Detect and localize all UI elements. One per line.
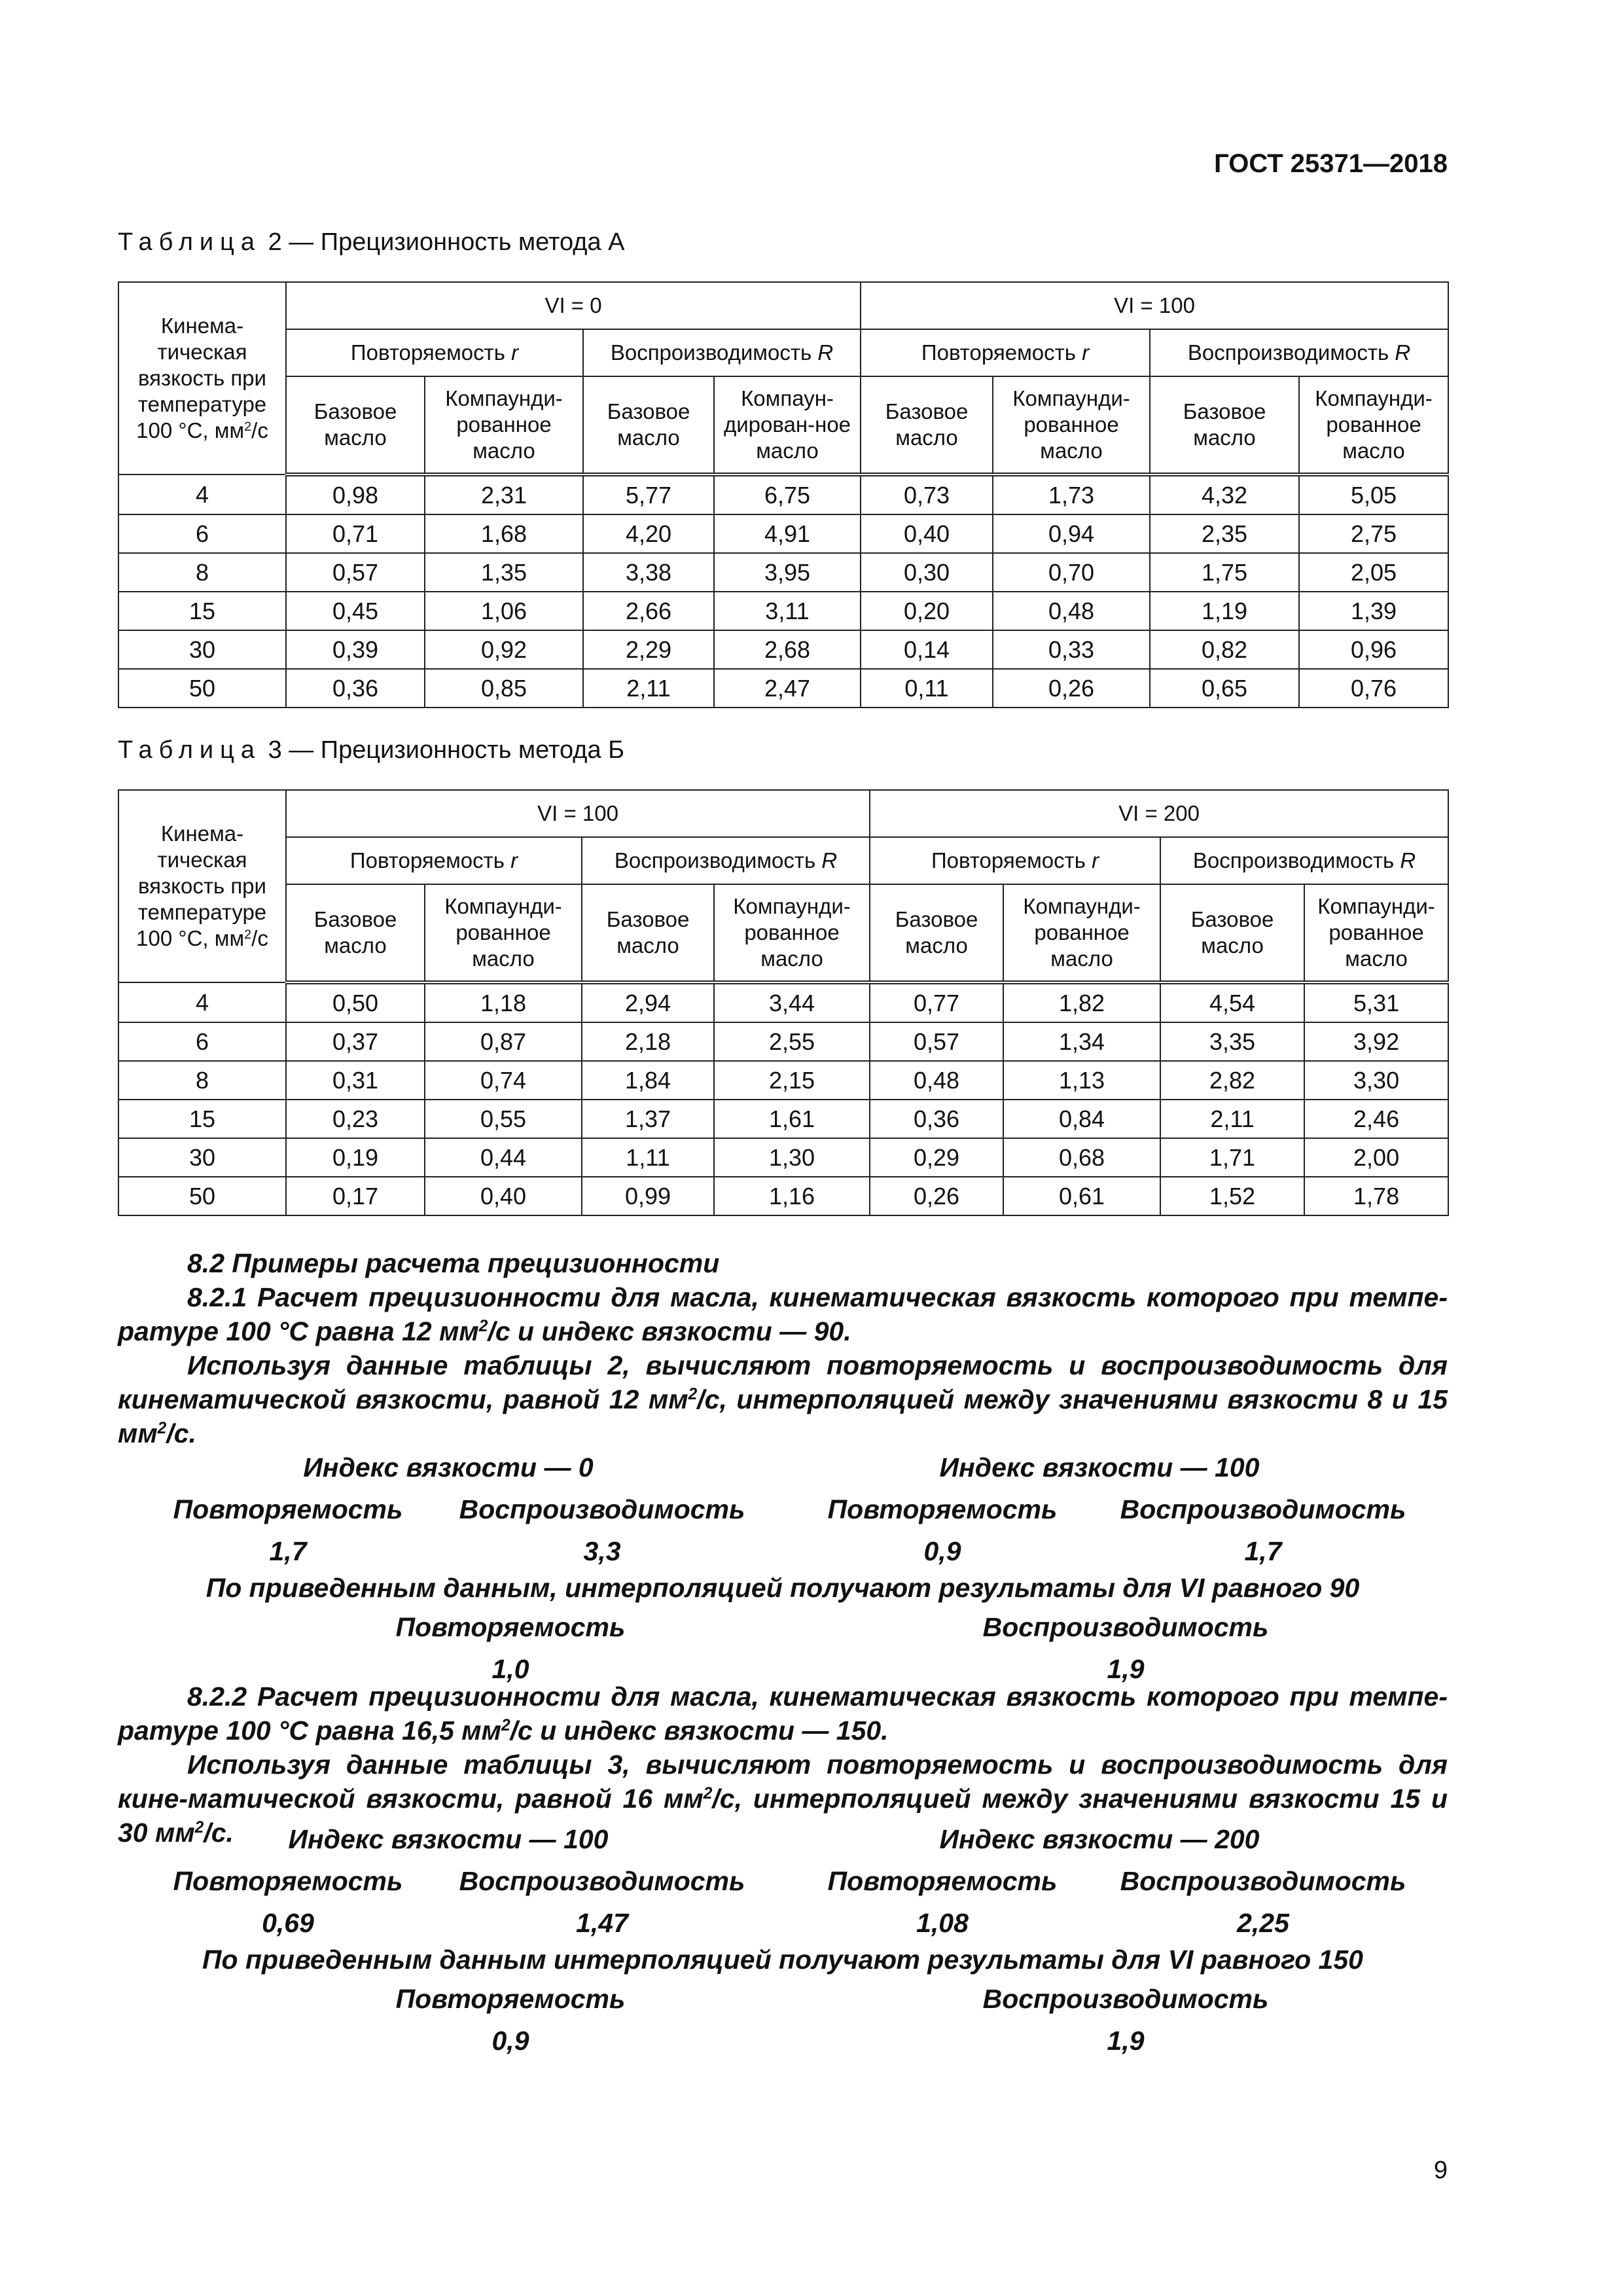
table3-value-cell: 0,26 — [870, 1177, 1003, 1215]
table2-caption-word: Таблица — [118, 228, 261, 256]
example1-value: 1,7 — [269, 1536, 307, 1566]
example1-result-text: По приведенным данным, интерполяцией получают результаты для VI равного 90 — [205, 1573, 1360, 1603]
table2-value-cell: 2,68 — [714, 630, 861, 669]
example1-value: 3,3 — [583, 1536, 621, 1566]
table3-value-cell: 0,23 — [286, 1100, 425, 1138]
example2-vi-b: Индекс вязкости — 200 — [939, 1824, 1260, 1854]
example2-result-label: Воспроизводимость — [982, 1984, 1269, 2014]
table3-value-cell: 2,46 — [1304, 1100, 1448, 1138]
table3-viscosity-cell: 4 — [118, 982, 286, 1022]
table2-value-cell: 0,85 — [425, 669, 583, 708]
table3-value-cell: 3,30 — [1304, 1061, 1448, 1100]
table2-value-cell: 0,98 — [286, 475, 425, 514]
example1-result-label: Воспроизводимость — [982, 1612, 1269, 1642]
table2-row — [118, 514, 1448, 553]
table2-sub-label: Компаун-дирован-ное масло — [714, 376, 861, 475]
table3-value-cell: 0,44 — [425, 1138, 582, 1177]
example2-label: Повторяемость — [173, 1866, 403, 1896]
table3-repeat-right: Повторяемость r — [870, 837, 1160, 884]
table3-sub-label: Компаунди-рованное масло — [1304, 884, 1448, 982]
table3-value-cell: 2,94 — [582, 982, 714, 1022]
example2-result-text: По приведенным данным интерполяцией получают результаты для VI равного 150 — [202, 1945, 1363, 1975]
table2-value-cell: 2,47 — [714, 669, 861, 708]
table2-value-cell: 0,96 — [1299, 630, 1448, 669]
table3-value-cell: 1,37 — [582, 1100, 714, 1138]
table2 — [118, 281, 1449, 708]
table2-value-cell: 0,48 — [993, 592, 1150, 630]
table2-value-cell: 3,95 — [714, 553, 861, 592]
table3 — [118, 789, 1449, 1216]
table2-sub-label: Базовое масло — [583, 376, 714, 475]
paragraph-table2-usage: Используя данные таблицы 2, вычисляют повторяемость и воспроизводимость для кинематической вязкости, равной 12 $мм^2/с$, интерполяцией между значениями вязкости 8 и 15 $мм^2/с$. — [118, 1350, 1448, 1448]
example1-label: Воспроизводимость — [459, 1494, 745, 1524]
table3-repeat-left: Повторяемость r — [286, 837, 582, 884]
page-number: 9 — [1433, 2157, 1448, 2184]
table2-vi-right: VI = 100 — [861, 282, 1448, 329]
table3-value-cell: 0,87 — [425, 1022, 582, 1061]
table3-value-cell: 0,50 — [286, 982, 425, 1022]
table2-value-cell: 4,32 — [1150, 475, 1299, 514]
table3-sub-label: Компаунди-рованное масло — [714, 884, 870, 982]
table3-sub-label: Базовое масло — [1160, 884, 1304, 982]
table2-col0-header: Кинема-тическая вязкость при температуре 100 °С, $мм^2/с$ — [118, 282, 286, 475]
table3-value-cell: 2,00 — [1304, 1138, 1448, 1177]
table3-value-cell: 1,34 — [1003, 1022, 1160, 1061]
table2-viscosity-cell: 30 — [118, 630, 286, 669]
table3-value-cell: 2,15 — [714, 1061, 870, 1100]
table3-value-cell: 0,36 — [870, 1100, 1003, 1138]
table2-row — [118, 553, 1448, 592]
table2-reprod-right: Воспроизводимость R — [1150, 329, 1448, 376]
table2-value-cell: 2,05 — [1299, 553, 1448, 592]
table2-value-cell: 0,70 — [993, 553, 1150, 592]
table3-value-cell: 0,74 — [425, 1061, 582, 1100]
table2-value-cell: 0,11 — [861, 669, 993, 708]
table3-value-cell: 0,68 — [1003, 1138, 1160, 1177]
table2-value-cell: 1,75 — [1150, 553, 1299, 592]
table2-row — [118, 592, 1448, 630]
table2-value-cell: 0,33 — [993, 630, 1150, 669]
table2-value-cell: 4,91 — [714, 514, 861, 553]
paragraph-table3-usage: Используя данные таблицы 3, вычисляют повторяемость и воспроизводимость для кине-матической вязкости, равной 16 $мм^2/с$, интерполяцией между значениями вязкости 15 и 30 $мм^2/с$. — [118, 1749, 1448, 1848]
table2-value-cell: 1,68 — [425, 514, 583, 553]
table2-value-cell: 0,26 — [993, 669, 1150, 708]
table3-row — [118, 1022, 1448, 1061]
table2-value-cell: 3,38 — [583, 553, 714, 592]
example1-value: 0,9 — [923, 1536, 961, 1566]
table3-value-cell: 0,99 — [582, 1177, 714, 1215]
table2-subheader-row — [118, 376, 1448, 475]
table3-value-cell: 0,17 — [286, 1177, 425, 1215]
table2-value-cell: 1,19 — [1150, 592, 1299, 630]
table3-value-cell: 2,11 — [1160, 1100, 1304, 1138]
table2-value-cell: 2,35 — [1150, 514, 1299, 553]
table3-value-cell: 2,55 — [714, 1022, 870, 1061]
table3-value-cell: 4,54 — [1160, 982, 1304, 1022]
table2-value-cell: 0,82 — [1150, 630, 1299, 669]
table2-value-cell: 3,11 — [714, 592, 861, 630]
table2-sub-label: Базовое масло — [1150, 376, 1299, 475]
table3-value-cell: 3,44 — [714, 982, 870, 1022]
table2-value-cell: 0,65 — [1150, 669, 1299, 708]
table2-value-cell: 0,36 — [286, 669, 425, 708]
table2-row — [118, 669, 1448, 708]
table3-sub-label: Базовое масло — [582, 884, 714, 982]
example-2 — [118, 1820, 1448, 2094]
table2-value-cell: 5,77 — [583, 475, 714, 514]
table3-viscosity-cell: 30 — [118, 1138, 286, 1177]
example1-result-label: Повторяемость — [395, 1612, 626, 1642]
table3-col0-header: Кинема-тическая вязкость при температуре 100 °С, $мм^2/с$ — [118, 790, 286, 982]
table3-value-cell: 0,40 — [425, 1177, 582, 1215]
document-code: ГОСТ 25371—2018 — [1214, 149, 1448, 178]
table2-row — [118, 630, 1448, 669]
table3-value-cell: 3,92 — [1304, 1022, 1448, 1061]
example2-result-label: Повторяемость — [395, 1984, 626, 2014]
table3-value-cell: 3,35 — [1160, 1022, 1304, 1061]
table2-value-cell: 2,75 — [1299, 514, 1448, 553]
table3-value-cell: 5,31 — [1304, 982, 1448, 1022]
table3-sub-label: Базовое масло — [286, 884, 425, 982]
table2-value-cell: 1,39 — [1299, 592, 1448, 630]
table3-value-cell: 1,78 — [1304, 1177, 1448, 1215]
example2-result-value: 0,9 — [491, 2026, 529, 2056]
table2-value-cell: 0,94 — [993, 514, 1150, 553]
table3-value-cell: 1,13 — [1003, 1061, 1160, 1100]
table2-sub-label: Компаунди-рованное масло — [1299, 376, 1448, 475]
table3-value-cell: 0,48 — [870, 1061, 1003, 1100]
table2-caption-title: 2 — Прецизионность метода А — [268, 228, 625, 256]
example1-result-value: 1,9 — [1107, 1654, 1145, 1684]
table3-value-cell: 1,16 — [714, 1177, 870, 1215]
table2-viscosity-cell: 6 — [118, 514, 286, 553]
table3-value-cell: 1,11 — [582, 1138, 714, 1177]
table2-value-cell: 1,35 — [425, 553, 583, 592]
example1-label: Повторяемость — [827, 1494, 1058, 1524]
example2-vi-a: Индекс вязкости — 100 — [288, 1824, 609, 1854]
table3-sub-label: Компаунди-рованное масло — [425, 884, 582, 982]
table3-value-cell: 0,29 — [870, 1138, 1003, 1177]
table2-viscosity-cell: 4 — [118, 475, 286, 514]
section-heading: 8.2 Примеры расчета прецизионности — [187, 1248, 720, 1278]
table3-viscosity-cell: 50 — [118, 1177, 286, 1215]
example2-value: 2,25 — [1237, 1908, 1289, 1938]
table2-value-cell: 2,31 — [425, 475, 583, 514]
table3-value-cell: 0,31 — [286, 1061, 425, 1100]
table3-value-cell: 0,55 — [425, 1100, 582, 1138]
table3-row — [118, 982, 1448, 1022]
example2-value: 0,69 — [262, 1908, 314, 1938]
table2-value-cell: 0,14 — [861, 630, 993, 669]
table2-value-cell: 0,30 — [861, 553, 993, 592]
table3-row — [118, 1061, 1448, 1100]
table2-viscosity-cell: 8 — [118, 553, 286, 592]
table3-reprod-left: Воспроизводимость R — [582, 837, 870, 884]
table2-value-cell: 0,40 — [861, 514, 993, 553]
table3-value-cell: 0,77 — [870, 982, 1003, 1022]
table2-sub-label: Компаунди-рованное масло — [425, 376, 583, 475]
table2-row — [118, 475, 1448, 514]
table2-value-cell: 0,45 — [286, 592, 425, 630]
table2-value-cell: 2,11 — [583, 669, 714, 708]
table2-value-cell: 5,05 — [1299, 475, 1448, 514]
paragraph-8-2-2: 8.2.2 Расчет прецизионности для масла, кинематическая вязкость которого при темпе-ратуре 100 °С равна 16,5 $мм^2/с$ и индекс вязкости — 150. — [118, 1681, 1448, 1746]
table3-caption — [118, 732, 624, 768]
table3-sub-label: Базовое масло — [870, 884, 1003, 982]
table2-value-cell: 1,06 — [425, 592, 583, 630]
table3-sub-label: Компаунди-рованное масло — [1003, 884, 1160, 982]
table2-caption — [118, 224, 625, 260]
example1-result-value: 1,0 — [491, 1654, 529, 1684]
example1-value: 1,7 — [1244, 1536, 1282, 1566]
table3-value-cell: 0,84 — [1003, 1100, 1160, 1138]
table3-value-cell: 1,18 — [425, 982, 582, 1022]
table3-value-cell: 1,82 — [1003, 982, 1160, 1022]
table2-viscosity-cell: 15 — [118, 592, 286, 630]
example2-label: Воспроизводимость — [1120, 1866, 1406, 1896]
table3-vi-left: VI = 100 — [286, 790, 870, 837]
table3-value-cell: 1,30 — [714, 1138, 870, 1177]
example2-value: 1,08 — [916, 1908, 969, 1938]
table3-value-cell: 0,57 — [870, 1022, 1003, 1061]
table2-value-cell: 0,92 — [425, 630, 583, 669]
table3-value-cell: 2,82 — [1160, 1061, 1304, 1100]
table3-caption-word: Таблица — [118, 736, 261, 764]
table3-viscosity-cell: 8 — [118, 1061, 286, 1100]
table2-value-cell: 6,75 — [714, 475, 861, 514]
table3-value-cell: 1,52 — [1160, 1177, 1304, 1215]
table3-row — [118, 1100, 1448, 1138]
table3-row — [118, 1177, 1448, 1215]
table2-value-cell: 4,20 — [583, 514, 714, 553]
table3-value-cell: 1,61 — [714, 1100, 870, 1138]
table2-value-cell: 1,73 — [993, 475, 1150, 514]
table3-caption-title: 3 — Прецизионность метода Б — [268, 736, 625, 764]
table2-value-cell: 2,66 — [583, 592, 714, 630]
table3-viscosity-cell: 15 — [118, 1100, 286, 1138]
section-8-2-intro — [118, 1246, 1448, 1450]
example2-label: Повторяемость — [827, 1866, 1058, 1896]
table2-repeat-right: Повторяемость r — [861, 329, 1150, 376]
table2-vi-left: VI = 0 — [286, 282, 861, 329]
table2-sub-label: Базовое масло — [861, 376, 993, 475]
table2-value-cell: 0,76 — [1299, 669, 1448, 708]
table3-value-cell: 0,61 — [1003, 1177, 1160, 1215]
example1-vi-a: Индекс вязкости — 0 — [303, 1452, 594, 1482]
table3-reprod-right: Воспроизводимость R — [1160, 837, 1448, 884]
example1-label: Повторяемость — [173, 1494, 403, 1524]
table2-value-cell: 0,39 — [286, 630, 425, 669]
table3-value-cell: 2,18 — [582, 1022, 714, 1061]
table3-value-cell: 1,71 — [1160, 1138, 1304, 1177]
example1-label: Воспроизводимость — [1120, 1494, 1406, 1524]
table2-value-cell: 0,57 — [286, 553, 425, 592]
table2-sub-label: Компаунди-рованное масло — [993, 376, 1150, 475]
example1-vi-b: Индекс вязкости — 100 — [939, 1452, 1260, 1482]
table2-value-cell: 0,20 — [861, 592, 993, 630]
table2-sub-label: Базовое масло — [286, 376, 425, 475]
example2-label: Воспроизводимость — [459, 1866, 745, 1896]
table3-row — [118, 1138, 1448, 1177]
table3-viscosity-cell: 6 — [118, 1022, 286, 1061]
example2-result-value: 1,9 — [1107, 2026, 1145, 2056]
table2-viscosity-cell: 50 — [118, 669, 286, 708]
table3-value-cell: 0,37 — [286, 1022, 425, 1061]
table3-value-cell: 1,84 — [582, 1061, 714, 1100]
table2-value-cell: 0,71 — [286, 514, 425, 553]
table3-subheader-row — [118, 884, 1448, 982]
table2-repeat-left: Повторяемость r — [286, 329, 583, 376]
paragraph-8-2-1: 8.2.1 Расчет прецизионности для масла, кинематическая вязкость которого при темпе-ратуре 100 °С равна 12 $мм^2/с$ и индекс вязкости — 90. — [118, 1282, 1448, 1346]
table2-value-cell: 0,73 — [861, 475, 993, 514]
table3-value-cell: 0,19 — [286, 1138, 425, 1177]
table3-vi-right: VI = 200 — [870, 790, 1448, 837]
example2-value: 1,47 — [576, 1908, 628, 1938]
table2-value-cell: 2,29 — [583, 630, 714, 669]
table2-reprod-left: Воспроизводимость R — [583, 329, 861, 376]
